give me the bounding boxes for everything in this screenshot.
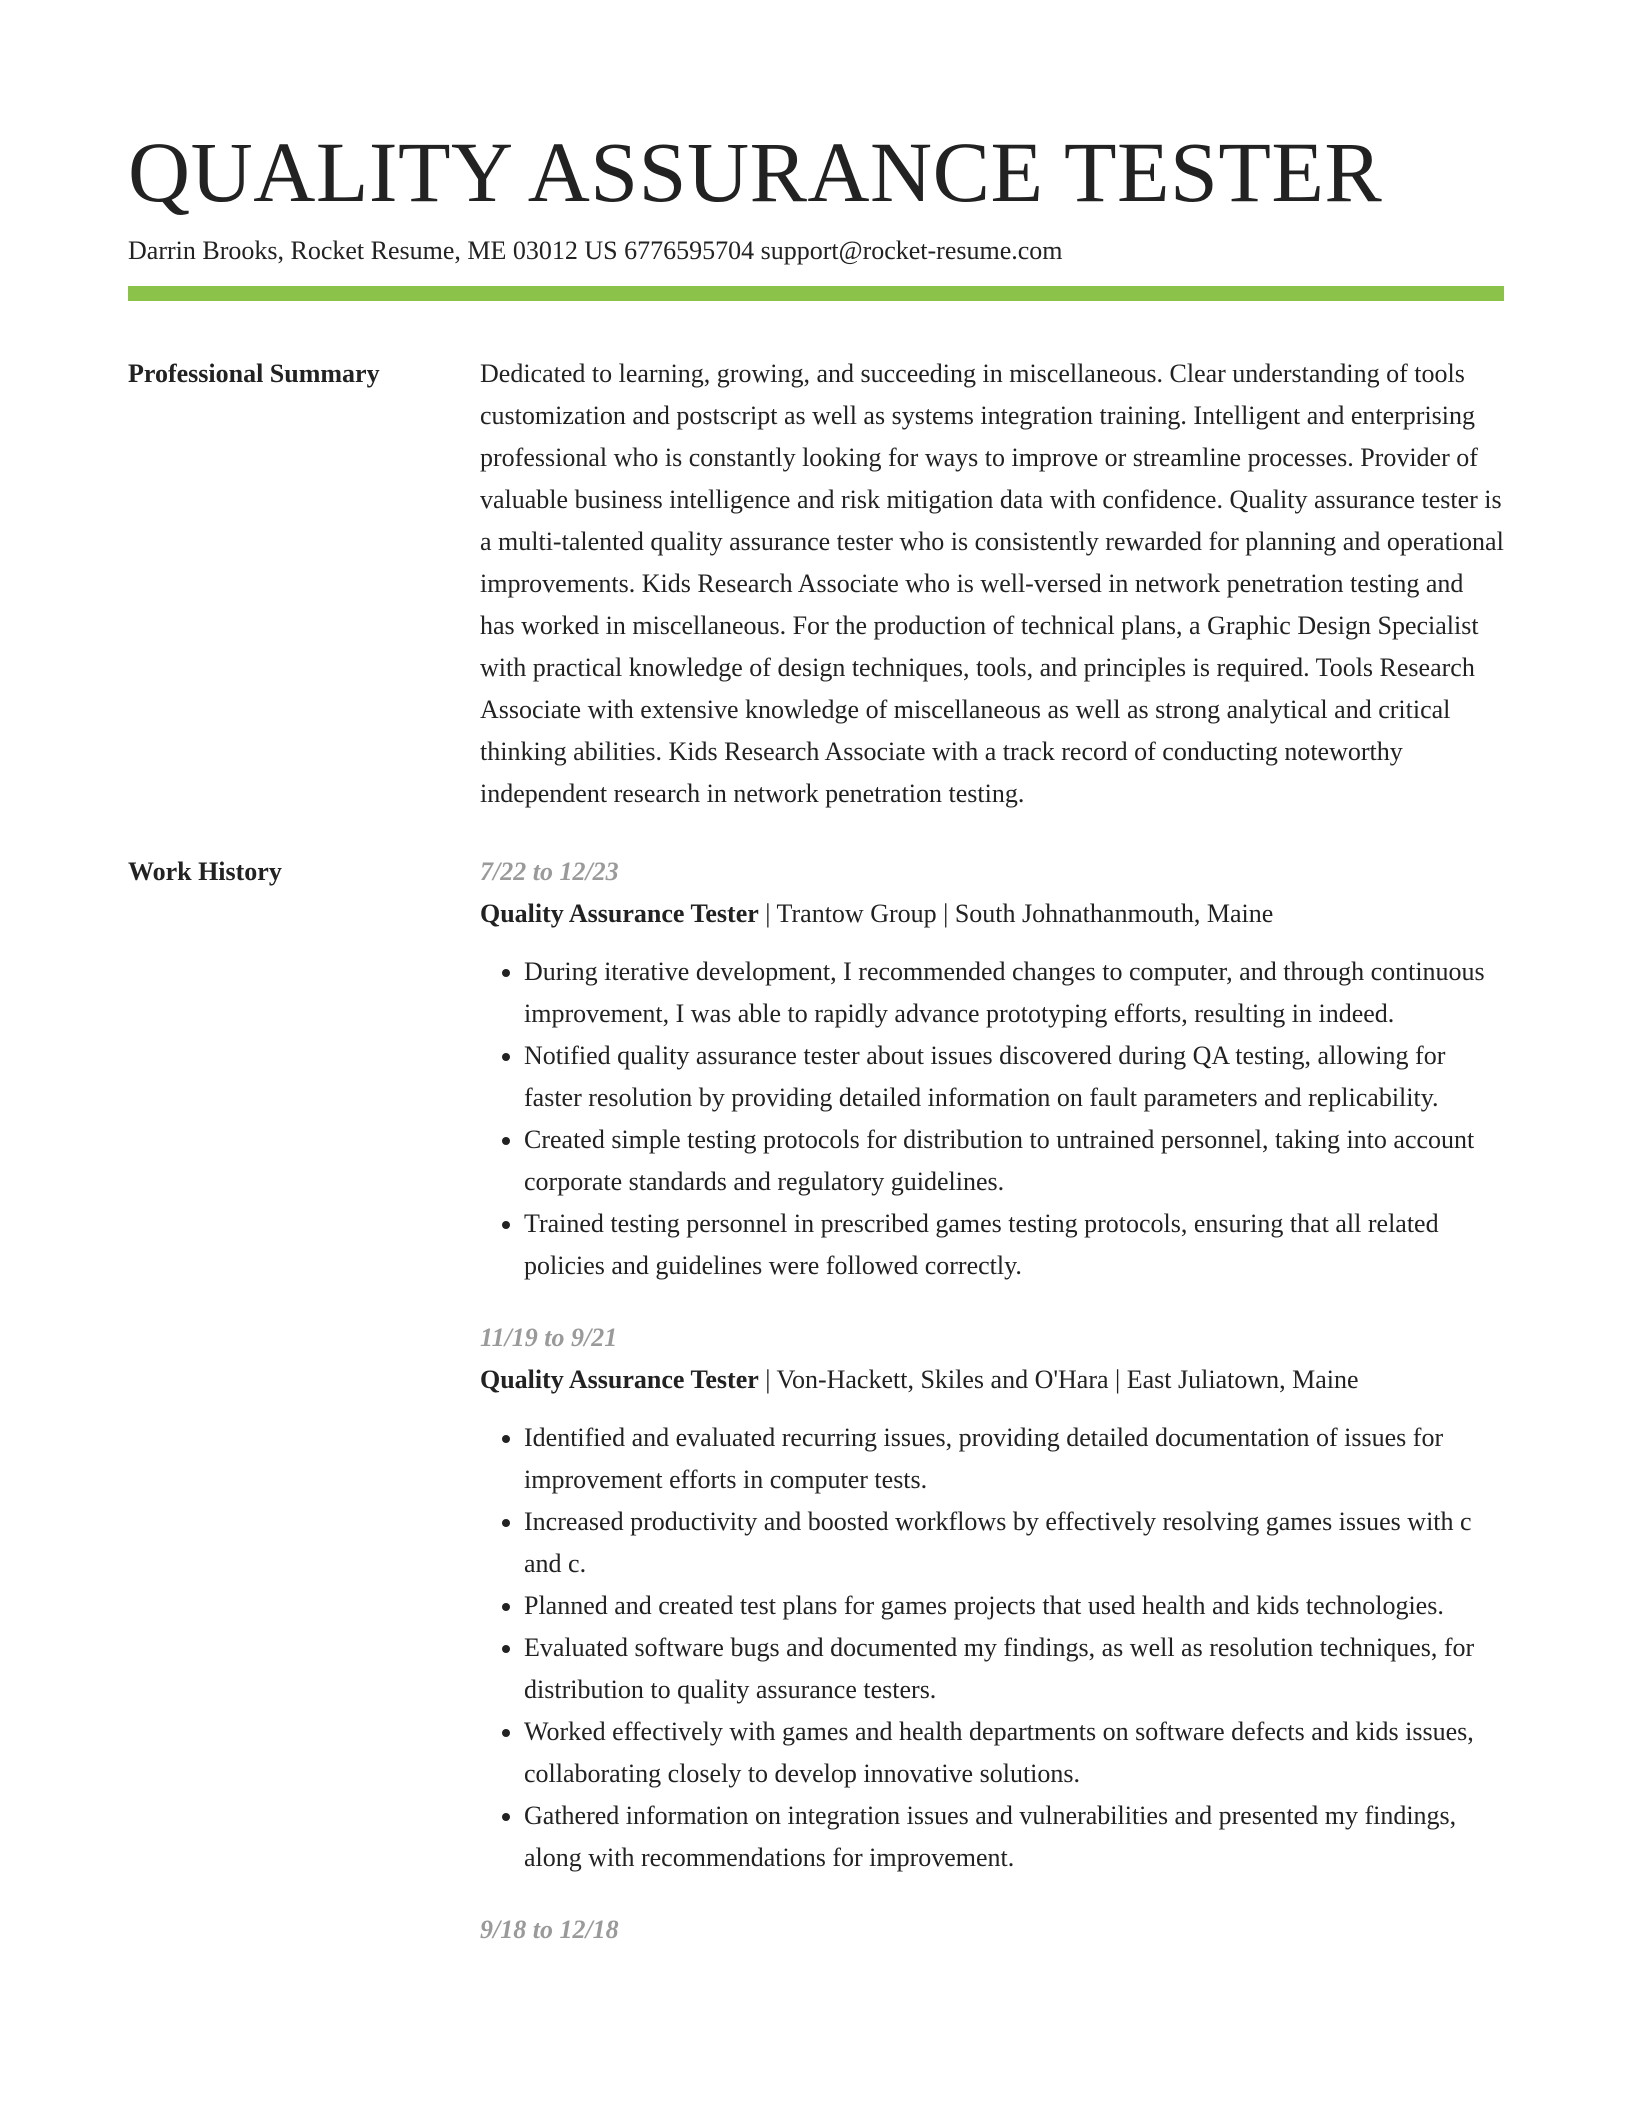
section-label-summary: Professional Summary <box>128 359 380 388</box>
job-heading <box>480 1359 1504 1401</box>
job-bullet: • Worked effectively with games and health departments on software defects and kids issues, collaborating closely to develop innovative solutions. <box>524 1711 1504 1795</box>
job-bullet: • Planned and created test plans for games projects that used health and kids technologies. <box>524 1585 1504 1627</box>
summary-text: Dedicated to learning, growing, and succeeding in miscellaneous. Clear understanding of tools customization and postscript as well as systems integration training. Intelligent and enterprising professional who is constantly looking for ways to improve or streamline processes. Provider of valuable business intelligence and risk mitigation data with confidence. Quality assurance tester is a multi-talented quality assurance tester who is consistently rewarded for planning and operational improvements. Kids Research Associate who is well-versed in network penetration testing and has worked in miscellaneous. For the production of technical plans, a Graphic Design Specialist with practical knowledge of design techniques, tools, and principles is required. Tools Research Associate with extensive knowledge of miscellaneous as well as strong analytical and critical thinking abilities. Kids Research Associate with a track record of conducting noteworthy independent research in network penetration testing. <box>480 359 1504 808</box>
resume-title: QUALITY ASSURANCE TESTER <box>128 124 1383 220</box>
job-bullets <box>480 951 1504 1287</box>
job-bullet: • Gathered information on integration issues and vulnerabilities and presented my findings, along with recommendations for improvement. <box>524 1795 1504 1879</box>
job-bullet: • Notified quality assurance tester about issues discovered during QA testing, allowing for faster resolution by providing detailed information on fault parameters and replicability. <box>524 1035 1504 1119</box>
job-details: | Trantow Group | South Johnathanmouth, Maine <box>758 899 1274 928</box>
summary-section <box>128 353 1504 815</box>
job-bullets <box>480 1417 1504 1879</box>
resume-page <box>128 122 1504 1981</box>
job-bullet: • Trained testing personnel in prescribed games testing protocols, ensuring that all related policies and guidelines were followed correctly. <box>524 1203 1504 1287</box>
summary-body <box>480 353 1504 815</box>
job-details: | Von-Hackett, Skiles and O'Hara | East Juliatown, Maine <box>758 1365 1359 1394</box>
work-history-body <box>480 851 1504 1981</box>
contact-line: Darrin Brooks, Rocket Resume, ME 03012 US 6776595704 support@rocket-resume.com <box>128 236 1063 265</box>
job-bullet: • Created simple testing protocols for distribution to untrained personnel, taking into account corporate standards and regulatory guidelines. <box>524 1119 1504 1203</box>
job-entry <box>480 1909 1504 1951</box>
accent-divider <box>128 286 1504 301</box>
job-date: 7/22 to 12/23 <box>480 857 619 886</box>
job-bullet: • Identified and evaluated recurring issues, providing detailed documentation of issues for improvement efforts in computer tests. <box>524 1417 1504 1501</box>
section-label-work-history: Work History <box>128 857 282 886</box>
job-entry <box>480 1317 1504 1879</box>
job-date: 11/19 to 9/21 <box>480 1323 618 1352</box>
work-history-section <box>128 851 1504 1981</box>
job-bullet: • During iterative development, I recommended changes to computer, and through continuous improvement, I was able to rapidly advance prototyping efforts, resulting in indeed. <box>524 951 1504 1035</box>
job-title: Quality Assurance Tester <box>480 899 759 928</box>
job-bullet: • Evaluated software bugs and documented my findings, as well as resolution techniques, for distribution to quality assurance testers. <box>524 1627 1504 1711</box>
job-title: Quality Assurance Tester <box>480 1365 759 1394</box>
job-bullet: • Increased productivity and boosted workflows by effectively resolving games issues with c and c. <box>524 1501 1504 1585</box>
job-heading <box>480 893 1504 935</box>
job-date: 9/18 to 12/18 <box>480 1915 619 1944</box>
job-entry <box>480 851 1504 1287</box>
